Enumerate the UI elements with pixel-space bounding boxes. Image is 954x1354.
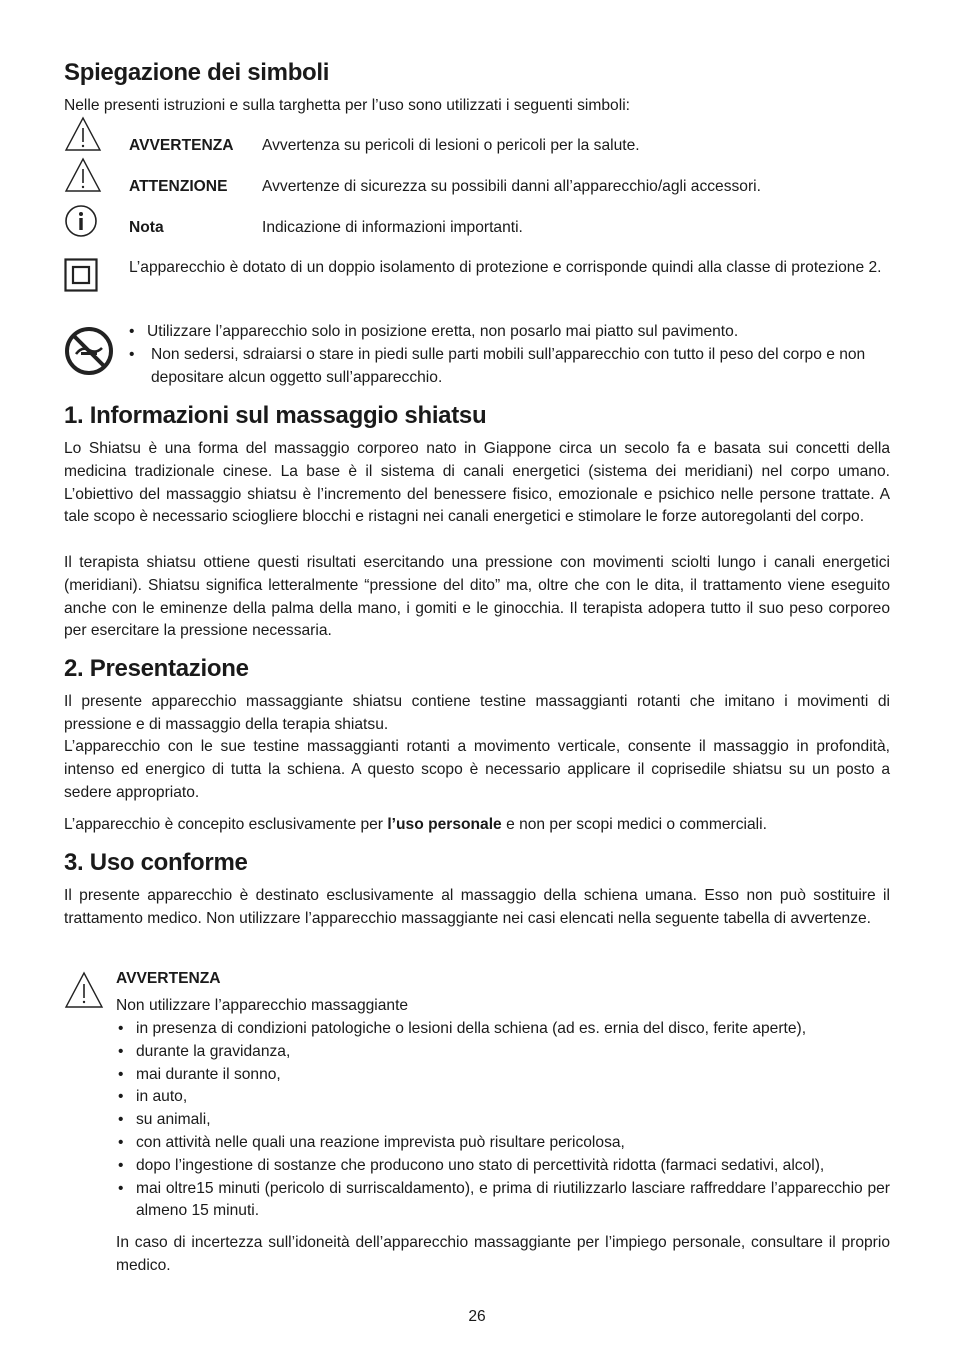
info-icon (64, 204, 98, 238)
personal-use-emphasis: l’uso personale (387, 816, 502, 833)
prohibition-item: • Utilizzare l’apparecchio solo in posizione eretta, non posarlo mai piatto sul pavimento. (127, 321, 890, 344)
warning-item: • con attività nelle quali una reazione imprevista può risultare pericolosa, (116, 1132, 890, 1155)
warning-item: • in presenza di condizioni patologiche o lesioni della schiena (ad es. ernia del disco, ferite aperte), (116, 1018, 890, 1041)
warning-item: • su animali, (116, 1109, 890, 1132)
symbol-row-caution (64, 157, 890, 197)
double-insulation-icon (64, 258, 98, 292)
symbols-heading: Spiegazione dei simboli (64, 59, 330, 86)
section1-heading: 1. Informazioni sul massaggio shiatsu (64, 402, 487, 429)
section2-heading: 2. Presentazione (64, 655, 249, 682)
warning-item: • durante la gravidanza, (116, 1041, 890, 1064)
warning-item: • mai durante il sonno, (116, 1064, 890, 1087)
section2-paragraph-3: L’apparecchio è concepito esclusivamente per l’uso personale e non per scopi medici o commerciali. (64, 816, 767, 833)
warning-item: • dopo l’ingestione di sostanze che producono uno stato di percettività ridotta (farmaci sedativi, alcol), (116, 1155, 890, 1178)
symbols-intro: Nelle presenti istruzioni e sulla targhetta per l’uso sono utilizzati i seguenti simboli: (64, 97, 630, 114)
symbol-label-caution: ATTENZIONE (129, 178, 228, 195)
section1-paragraph-2: Il terapista shiatsu ottiene questi risultati esercitando una pressione con movimenti sciolti lungo i canali energetici (meridiani). Shiatsu significa letteralmente “pressione del dito” ma, oltre che con le dita, il trattamento viene eseguito anche con le eminenze della palma della mano, i gomiti e le ginocchia. Il terapista adopera tutto il suo peso corporeo per esercitare la pressione necessaria. (64, 554, 890, 640)
symbol-row-note (64, 204, 890, 240)
symbol-text-note: Indicazione di informazioni importanti. (262, 219, 523, 236)
warning-triangle-icon (64, 970, 104, 1010)
symbol-label-warning: AVVERTENZA (129, 137, 234, 154)
section2-paragraph-2: L’apparecchio con le sue testine massaggianti rotanti a movimento verticale, consente il massaggio in profondità, intenso ed energico di tutta la schiena. A questo scopo è necessario applicare il coprisedile shiatsu su un posto a sedere appropriato. (64, 738, 890, 801)
section1-paragraph-1: Lo Shiatsu è una forma del massaggio corporeo nato in Giappone circa un secolo fa e basata sui concetti della medicina tradizionale cinese. La base è il sistema di canali energetici (sistema dei meridiani) nel corpo umano. L’obiettivo del massaggio shiatsu è l’incremento del benessere fisico, emozionale e psichico nelle persone trattate. A tale scopo è necessario sciogliere blocchi e ristagni nei canali energetici e stimolare le forze autoregolanti del corpo. (64, 440, 890, 526)
page-number: 26 (468, 1308, 486, 1325)
warning-intro: Non utilizzare l’apparecchio massaggiante (116, 997, 409, 1014)
prohibition-item: • Non sedersi, sdraiarsi o stare in piedi sulle parti mobili sull’apparecchio con tutto il peso del corpo e non depositare alcun oggetto sull’apparecchio. (127, 344, 890, 390)
symbol-label-note: Nota (129, 219, 164, 236)
warning-list (116, 1018, 890, 1223)
warning-triangle-icon (64, 116, 102, 152)
warning-item: • in auto, (116, 1086, 890, 1109)
class2-text: L’apparecchio è dotato di un doppio isolamento di protezione e corrisponde quindi alla classe di protezione 2. (129, 259, 882, 276)
warning-item: • mai oltre15 minuti (pericolo di surriscaldamento), e prima di riutilizzarlo lasciare raffreddare l’apparecchio per almeno 15 minuti. (116, 1178, 890, 1224)
prohibition-list (127, 321, 890, 389)
symbol-row-warning (64, 116, 890, 156)
section3-heading: 3. Uso conforme (64, 849, 248, 876)
caution-triangle-icon (64, 157, 102, 193)
prohibition-icon (64, 326, 114, 376)
symbol-row-class2 (64, 256, 890, 306)
warning-heading: AVVERTENZA (116, 970, 221, 987)
symbol-text-caution: Avvertenze di sicurezza su possibili danni all’apparecchio/agli accessori. (262, 178, 761, 195)
section2-paragraph-1: Il presente apparecchio massaggiante shiatsu contiene testine massaggianti rotanti che imitano i movimenti di pressione e di massaggio della terapia shiatsu. (64, 693, 890, 733)
warning-closing: In caso di incertezza sull’idoneità dell’apparecchio massaggiante per l’impiego personale, consultare il proprio medico. (116, 1234, 890, 1274)
section3-paragraph-1: Il presente apparecchio è destinato esclusivamente al massaggio della schiena umana. Esso non può sostituire il trattamento medico. Non utilizzare l’apparecchio massaggiante nei casi elencati nella seguente tabella di avvertenze. (64, 887, 890, 927)
symbol-row-prohibition (64, 320, 890, 392)
symbol-text-warning: Avvertenza su pericoli di lesioni o pericoli per la salute. (262, 137, 640, 154)
